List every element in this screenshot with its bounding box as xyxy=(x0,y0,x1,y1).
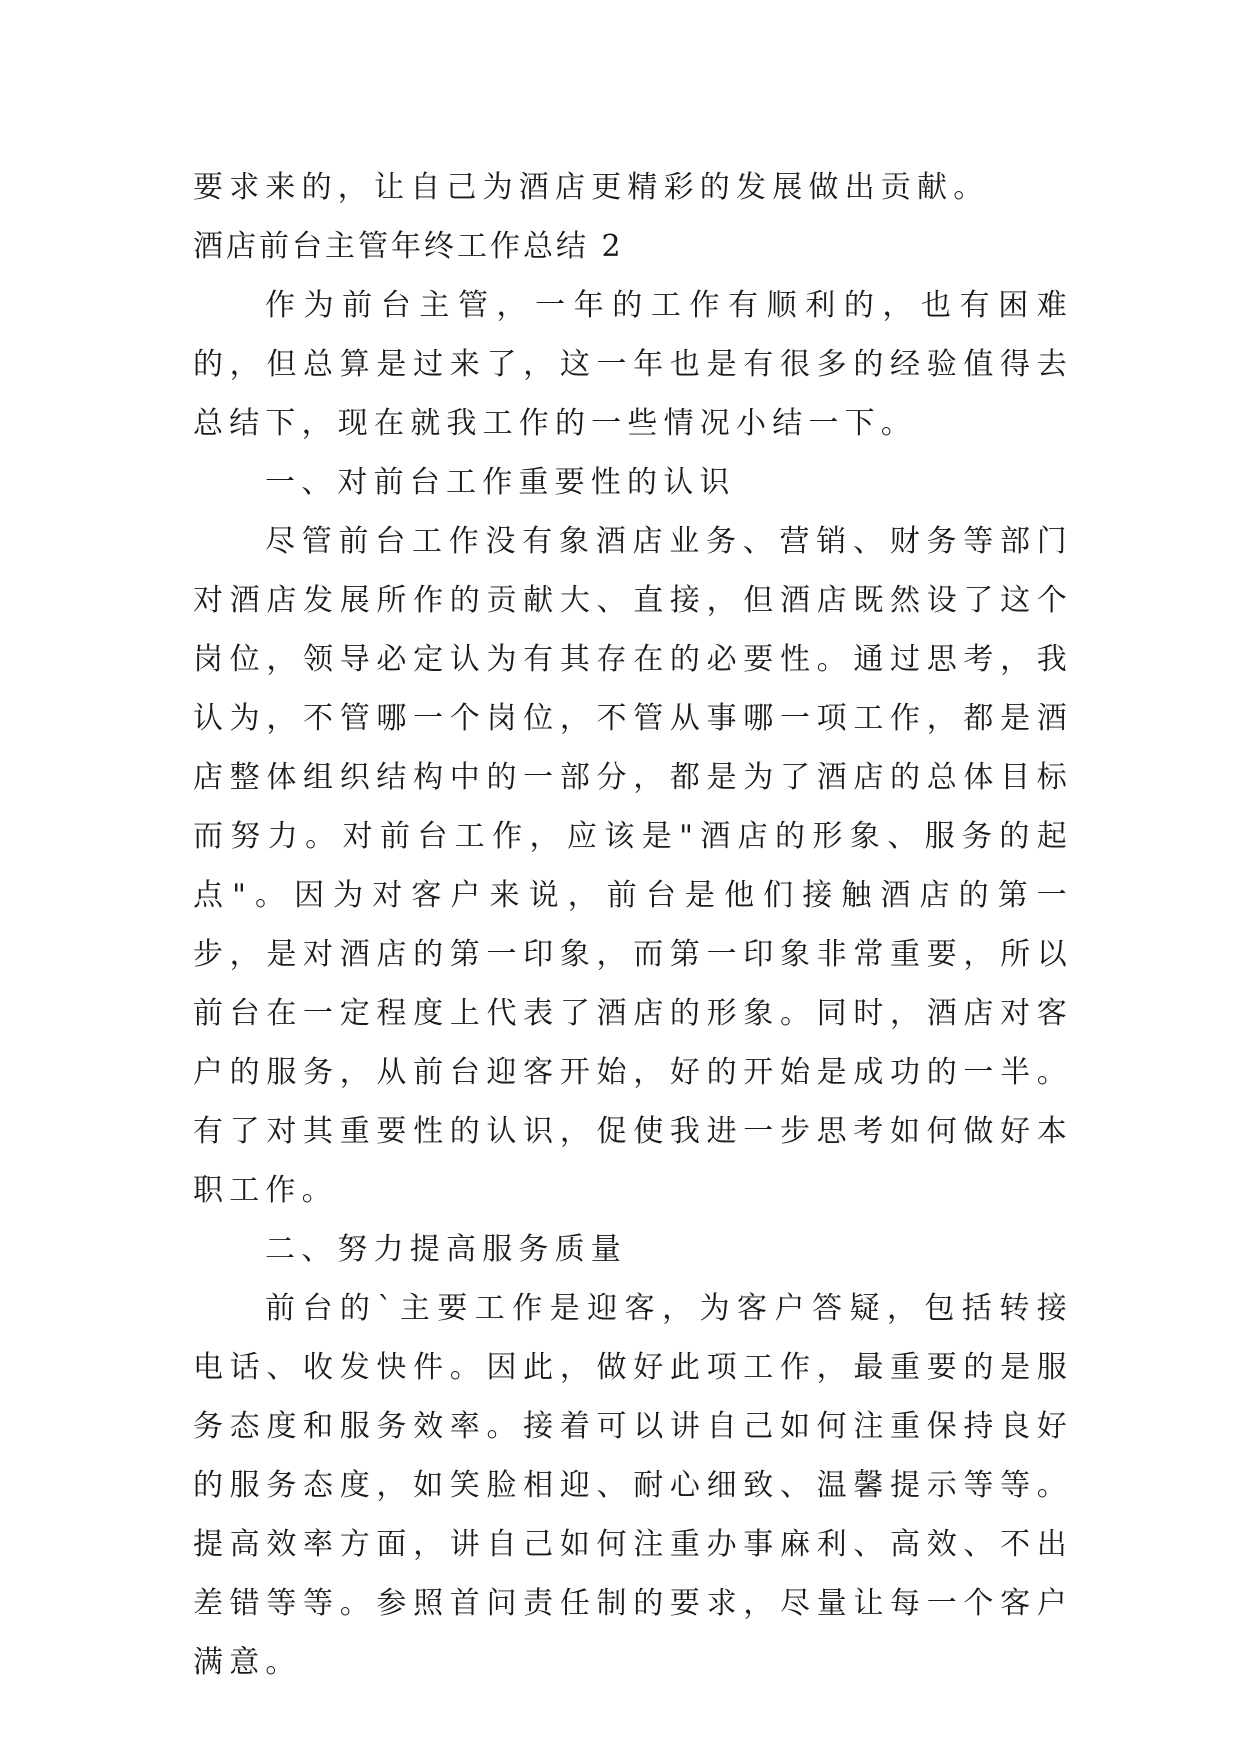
document-body xyxy=(193,158,1073,1692)
continuation-paragraph: 要求来的，让自己为酒店更精彩的发展做出贡献。 xyxy=(193,170,990,205)
document-title: 酒店前台主管年终工作总结 2 xyxy=(193,229,624,264)
section-2-paragraph: 前台的`主要工作是迎客，为客户答疑，包括转接电话、收发快件。因此，做好此项工作，最重要的是服务态度和服务效率。接着可以讲自己如何注重保持良好的服务态度，如笑脸相迎、耐心细致、温馨提示等等。提高效率方面，讲自己如何注重办事麻利、高效、不出差错等等。参照首问责任制的要求，尽量让每一个客户满意。 xyxy=(193,1291,1073,1680)
intro-paragraph: 作为前台主管，一年的工作有顺利的，也有困难的，但总算是过来了，这一年也是有很多的经验值得去总结下，现在就我工作的一些情况小结一下。 xyxy=(193,288,1073,441)
section-1-heading: 一、对前台工作重要性的认识 xyxy=(265,465,736,500)
section-1-paragraph: 尽管前台工作没有象酒店业务、营销、财务等部门对酒店发展所作的贡献大、直接，但酒店既然设了这个岗位，领导必定认为有其存在的必要性。通过思考，我认为，不管哪一个岗位，不管从事哪一项工作，都是酒店整体组织结构中的一部分，都是为了酒店的总体目标而努力。对前台工作，应该是"酒店的形象、服务的起点"。因为对客户来说，前台是他们接触酒店的第一步，是对酒店的第一印象，而第一印象非常重要，所以前台在一定程度上代表了酒店的形象。同时，酒店对客户的服务，从前台迎客开始，好的开始是成功的一半。有了对其重要性的认识，促使我进一步思考如何做好本职工作。 xyxy=(193,524,1073,1208)
section-2-heading: 二、努力提高服务质量 xyxy=(265,1232,627,1267)
